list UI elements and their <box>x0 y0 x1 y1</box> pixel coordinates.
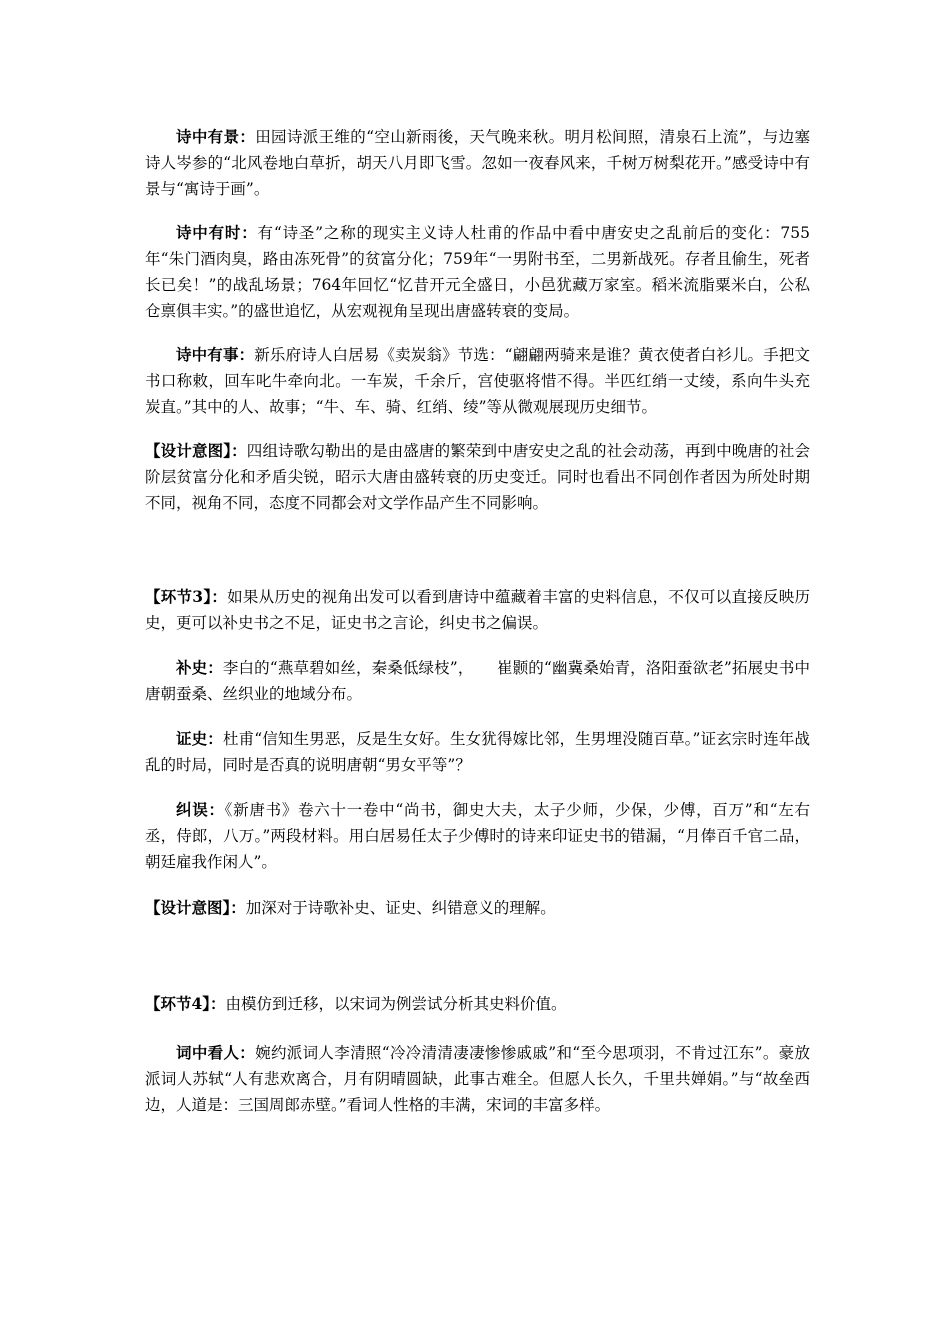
lead-time: 诗中有时： <box>176 223 258 242</box>
lead-verify-history: 证史： <box>176 729 223 748</box>
lead-event: 诗中有事： <box>176 345 255 364</box>
lead-section-3: 【环节3】： <box>145 587 228 606</box>
text-section-4: 由模仿到迁移，以宋词为例尝试分析其史料价值。 <box>225 995 567 1013</box>
lead-supplement-history: 补史： <box>176 658 223 677</box>
paragraph-scenery <box>145 124 810 202</box>
text-people-in-ci: 婉约派词人李清照“冷冷清清凄凄惨惨戚戚”和“至今思项羽，不肯过江东”。豪放派词人苏轼“人有悲欢离合，月有阴晴圆缺，此事古难全。但愿人长久，千里共婵娟。”与“故垒西边，人道是：三国周郎赤壁。”看词人性格的丰满，宋词的丰富多样。 <box>145 1044 810 1114</box>
lead-scenery: 诗中有景： <box>176 127 256 146</box>
paragraph-section-3-heading <box>145 584 810 636</box>
paragraph-event <box>145 342 810 420</box>
lead-correct-error: 纠误： <box>176 800 225 819</box>
paragraph-verify-history <box>145 726 810 778</box>
paragraph-time <box>145 220 810 324</box>
paragraph-design-intent-2 <box>145 895 810 921</box>
paragraph-people-in-ci <box>145 1040 810 1118</box>
lead-design-intent-1: 【设计意图】： <box>145 441 247 460</box>
paragraph-correct-error <box>145 797 810 875</box>
lead-section-4: 【环节4】： <box>145 994 226 1013</box>
lead-people-in-ci: 词中看人： <box>176 1043 256 1062</box>
text-time: 有“诗圣”之称的现实主义诗人杜甫的作品中看中唐安史之乱前后的变化：755年“朱门酒肉臭，路由冻死骨”的贫富分化；759年“一男附书至，二男新战死。存者且偷生，死者长已矣！”的战乱场景；764年回忆“忆昔开元全盛日，小邑犹藏万家室。稻米流脂粟米白，公私仓禀俱丰实。”的盛世追忆，从宏观视角呈现出唐盛转衰的变局。 <box>145 224 810 320</box>
paragraph-section-4-heading <box>145 991 810 1017</box>
text-section-3: 如果从历史的视角出发可以看到唐诗中蕴藏着丰富的史料信息，不仅可以直接反映历史，更可以补史书之不足，证史书之言论，纠史书之偏误。 <box>145 588 810 632</box>
paragraph-design-intent-1 <box>145 438 810 516</box>
text-design-intent-2: 加深对于诗歌补史、证史、纠错意义的理解。 <box>245 899 556 917</box>
document-page <box>145 0 810 1344</box>
paragraph-supplement-history <box>145 655 810 707</box>
text-supplement-history: 李白的“燕草碧如丝，秦桑低绿枝”， 崔颢的“幽冀桑始青，洛阳蚕欲老”拓展史书中唐朝蚕桑、丝织业的地域分布。 <box>145 659 810 703</box>
lead-design-intent-2: 【设计意图】： <box>145 898 246 917</box>
text-design-intent-1: 四组诗歌勾勒出的是由盛唐的繁荣到中唐安史之乱的社会动荡，再到中晚唐的社会阶层贫富分化和矛盾尖锐，昭示大唐由盛转衰的历史变迁。同时也看出不同创作者因为所处时期不同，视角不同，态度不同都会对文学作品产生不同影响。 <box>145 442 810 512</box>
text-scenery: 田园诗派王维的“空山新雨後，天气晚来秋。明月松间照，清泉石上流”，与边塞诗人岑参的“北风卷地白草折，胡天八月即飞雪。忽如一夜春风来，千树万树梨花开。”感受诗中有景与“寓诗于画”。 <box>145 128 810 198</box>
text-correct-error: 《新唐书》卷六十一卷中“尚书，御史大夫，太子少师，少保，少傅，百万”和“左右丞，侍郎，八万。”两段材料。用白居易任太子少傅时的诗来印证史书的错漏，“月俸百千官二品，朝廷雇我作闲人”。 <box>145 801 810 871</box>
text-event: 新乐府诗人白居易《卖炭翁》节选：“翩翩两骑来是谁？黄衣使者白衫儿。手把文书口称敕，回车叱牛牵向北。一车炭，千余斤，宫使驱将惜不得。半匹红绡一丈绫，系向牛头充炭直。”其中的人、故事；“牛、车、骑、红绡、绫”等从微观展现历史细节。 <box>145 346 810 416</box>
text-verify-history: 杜甫“信知生男恶，反是生女好。生女犹得嫁比邻，生男埋没随百草。”证玄宗时连年战乱的时局，同时是否真的说明唐朝“男女平等”？ <box>145 730 810 774</box>
